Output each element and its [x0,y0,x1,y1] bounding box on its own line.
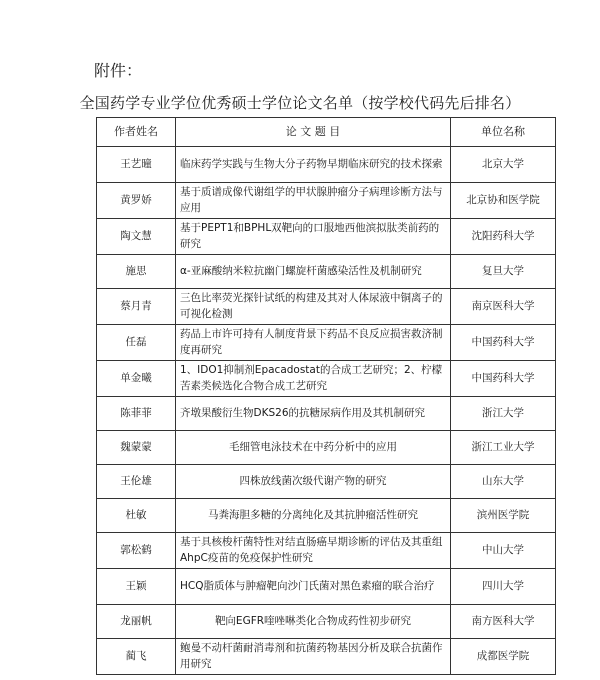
table-row [97,465,556,499]
title-cell: HCQ脂质体与肿瘤靶向沙门氏菌对黑色素瘤的联合治疗 [176,569,451,605]
author-cell: 陈菲菲 [97,397,176,431]
table-row [97,397,556,431]
unit-cell: 浙江大学 [451,397,556,431]
title-cell: 基于具核梭杆菌特性对结直肠癌早期诊断的评估及其重组AhpC疫苗的免疫保护性研究 [176,533,451,569]
title-cell: 基于PEPT1和BPHL双靶向的口服地西他滨拟肽类前药的研究 [176,219,451,255]
unit-cell: 北京协和医学院 [451,183,556,219]
table-row [97,533,556,569]
title-cell: 鲍曼不动杆菌耐消毒剂和抗菌药物基因分析及联合抗菌作用研究 [176,639,451,675]
title-cell: 临床药学实践与生物大分子药物早期临床研究的技术探索 [176,147,451,183]
title-cell: α-亚麻酸纳米粒抗幽门螺旋杆菌感染活性及机制研究 [176,255,451,289]
unit-cell: 南方医科大学 [451,605,556,639]
table-header-row [97,118,556,147]
table-row [97,361,556,397]
header-title: 论 文 题 目 [176,118,451,147]
table-row [97,255,556,289]
table-row [97,499,556,533]
table-row [97,147,556,183]
author-cell: 魏蒙蒙 [97,431,176,465]
author-cell: 王颖 [97,569,176,605]
author-cell: 陶文慧 [97,219,176,255]
unit-cell: 四川大学 [451,569,556,605]
author-cell: 施思 [97,255,176,289]
title-cell: 药品上市许可持有人制度背景下药品不良反应损害救济制度再研究 [176,325,451,361]
title-cell: 靶向EGFR喹唑啉类化合物成药性初步研究 [176,605,451,639]
title-cell: 齐墩果酸衍生物DKS26的抗糖尿病作用及其机制研究 [176,397,451,431]
author-cell: 任磊 [97,325,176,361]
thesis-list-table [96,117,556,675]
unit-cell: 沈阳药科大学 [451,219,556,255]
unit-cell: 浙江工业大学 [451,431,556,465]
table-row [97,183,556,219]
author-cell: 郭松鹤 [97,533,176,569]
unit-cell: 中国药科大学 [451,361,556,397]
author-cell: 黄罗娇 [97,183,176,219]
author-cell: 单金曦 [97,361,176,397]
unit-cell: 成都医学院 [451,639,556,675]
attachment-label: 附件： [94,61,143,80]
unit-cell: 中国药科大学 [451,325,556,361]
title-cell: 三色比率荧光探针试纸的构建及其对人体尿液中铜离子的可视化检测 [176,289,451,325]
document-title: 全国药学专业学位优秀硕士学位论文名单（按学校代码先后排名） [79,94,521,112]
unit-cell: 山东大学 [451,465,556,499]
title-cell: 马粪海胆多糖的分离纯化及其抗肿瘤活性研究 [176,499,451,533]
unit-cell: 北京大学 [451,147,556,183]
author-cell: 蔡月青 [97,289,176,325]
table-row [97,289,556,325]
header-unit: 单位名称 [451,118,556,147]
unit-cell: 复旦大学 [451,255,556,289]
table-row [97,569,556,605]
table-row [97,219,556,255]
author-cell: 王艺曈 [97,147,176,183]
unit-cell: 南京医科大学 [451,289,556,325]
author-cell: 龙丽帆 [97,605,176,639]
author-cell: 蔺飞 [97,639,176,675]
table-row [97,639,556,675]
unit-cell: 中山大学 [451,533,556,569]
author-cell: 杜敏 [97,499,176,533]
unit-cell: 滨州医学院 [451,499,556,533]
header-author: 作者姓名 [97,118,176,147]
table-row [97,325,556,361]
table-row [97,605,556,639]
author-cell: 王伦雄 [97,465,176,499]
title-cell: 1、IDO1抑制剂Epacadostat的合成工艺研究；2、柠檬苦素类候选化合物合成工艺研究 [176,361,451,397]
title-cell: 基于质谱成像代谢组学的甲状腺肿瘤分子病理诊断方法与应用 [176,183,451,219]
title-cell: 四株放线菌次级代谢产物的研究 [176,465,451,499]
table-row [97,431,556,465]
title-cell: 毛细管电泳技术在中药分析中的应用 [176,431,451,465]
